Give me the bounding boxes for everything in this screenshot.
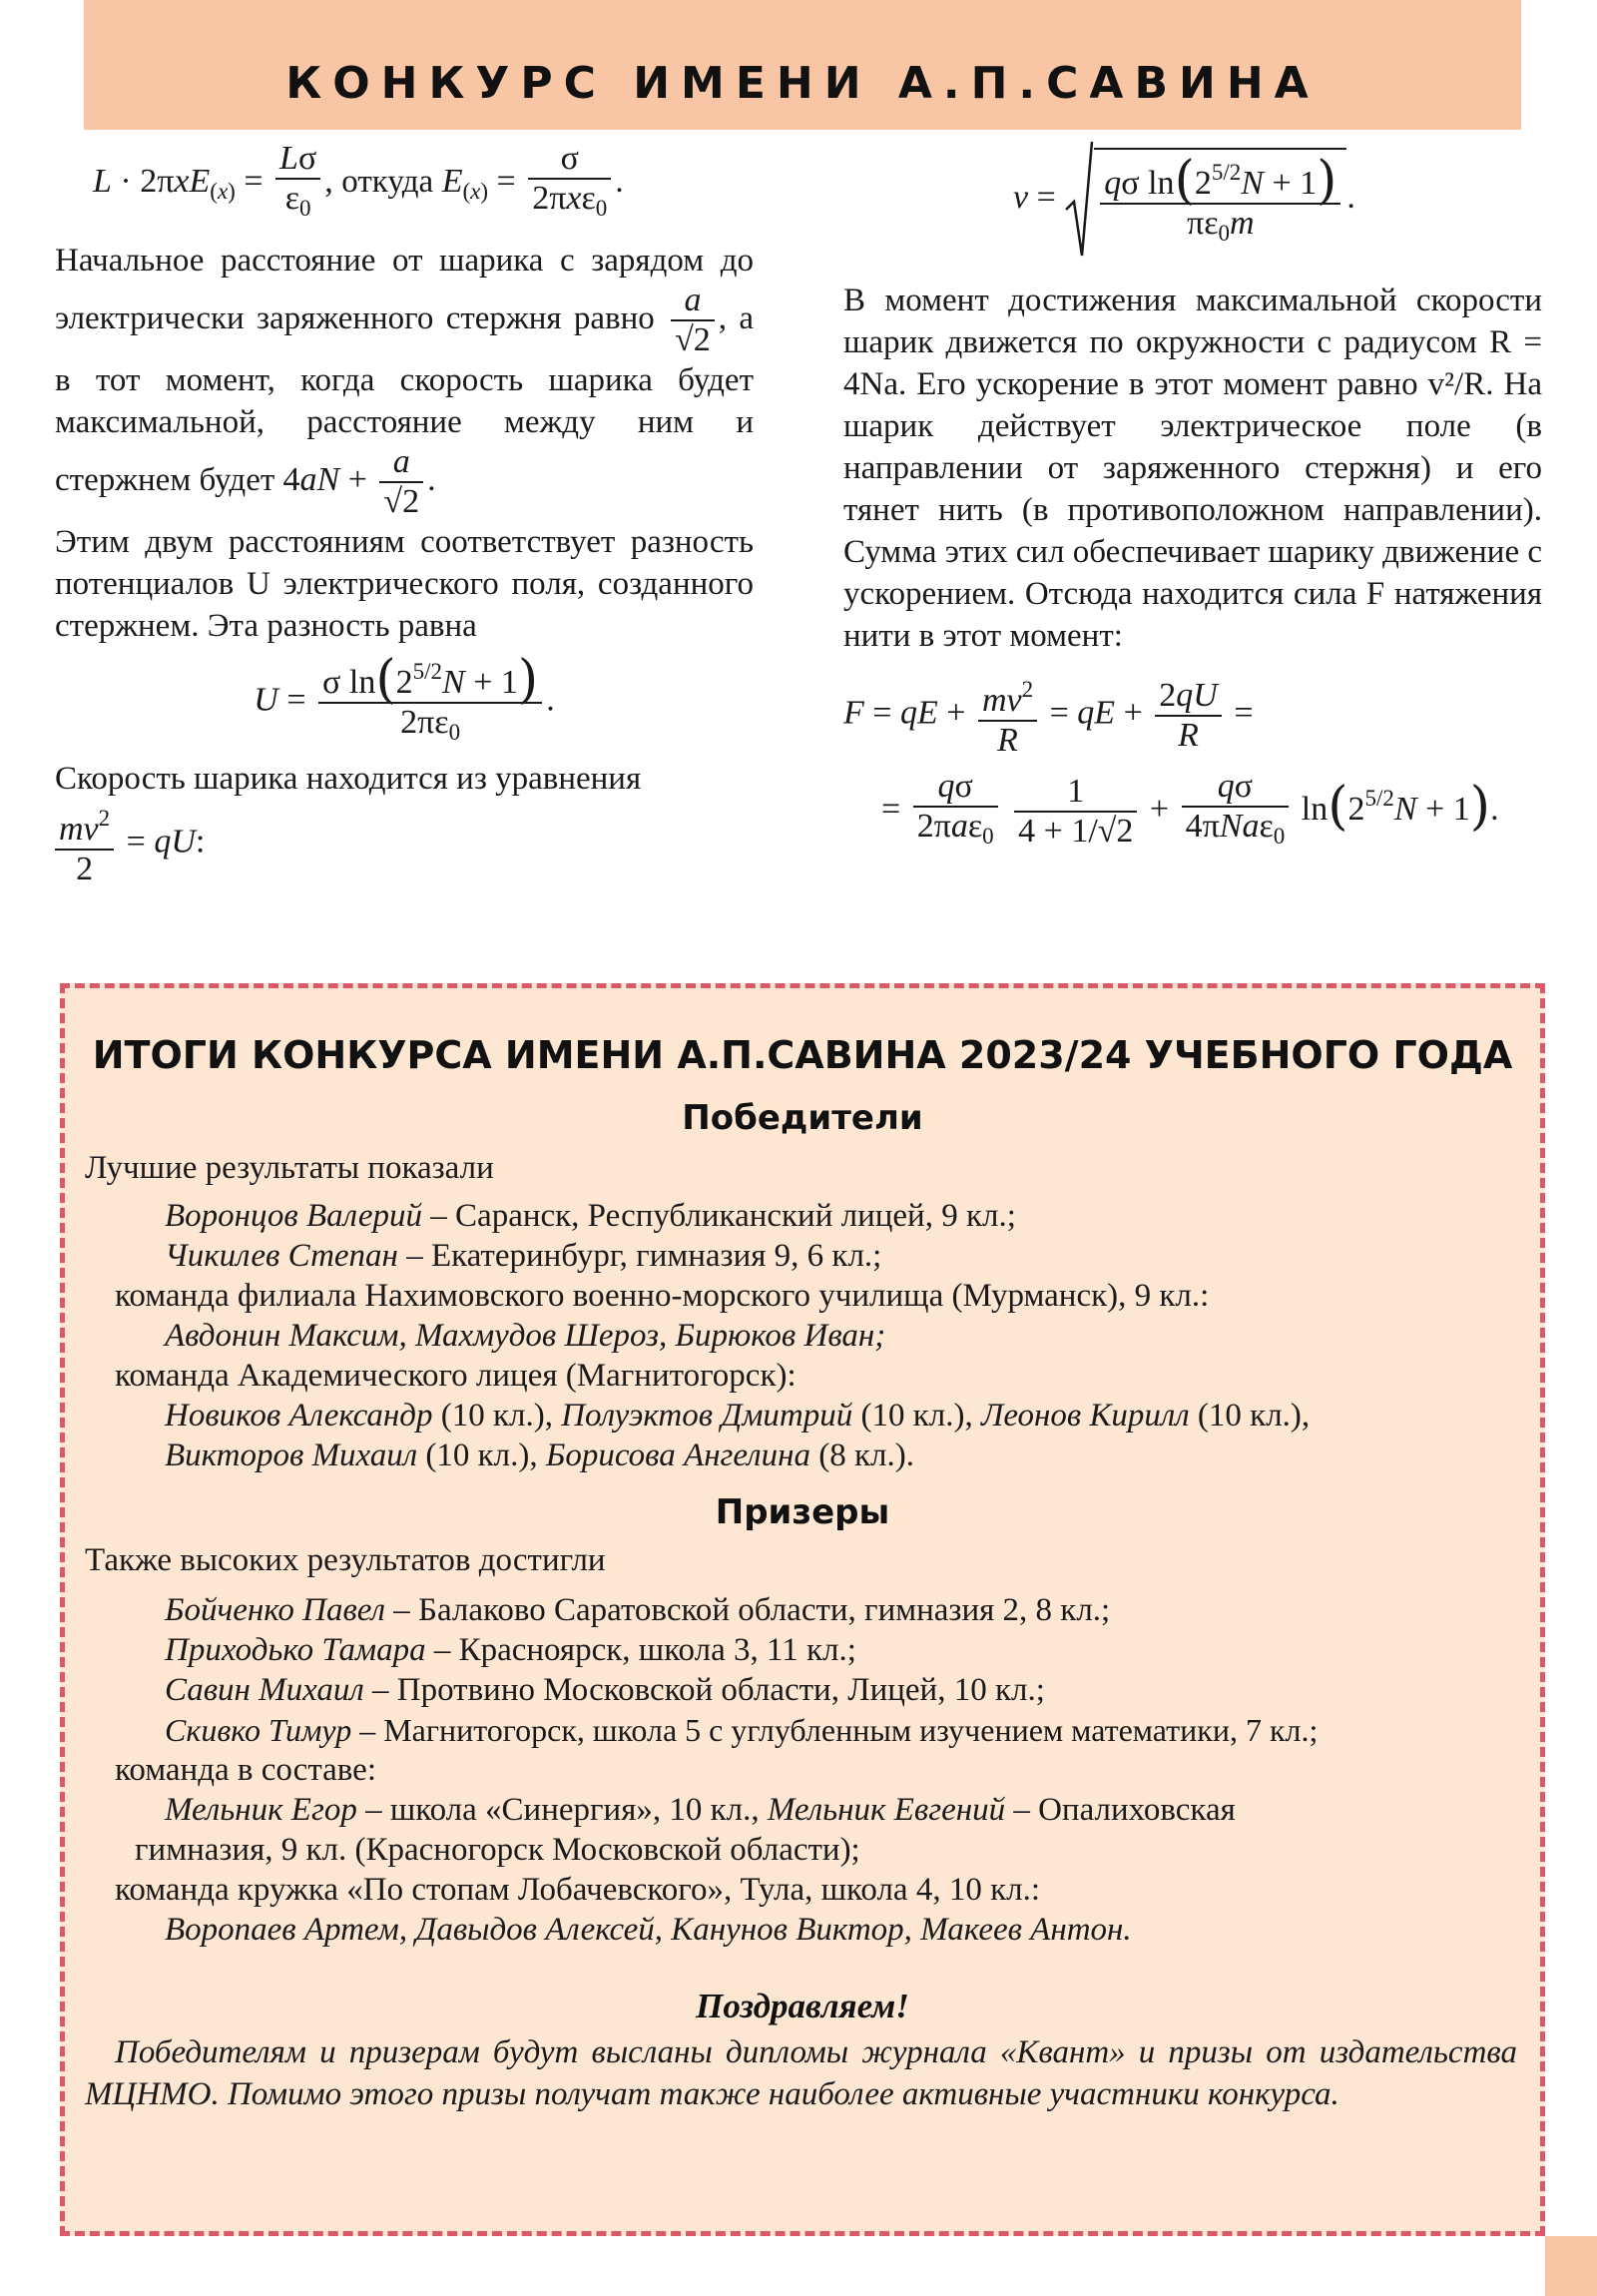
text-otkuda: откуда [341, 163, 434, 200]
paragraph-potential: Этим двум расстояниям соответствует разность потенциалов U электрического поля, созданного стержнем. Эта разность равна [55, 524, 754, 644]
team-members [165, 1910, 1132, 1950]
person-name: Мельник Егор [165, 1792, 357, 1828]
list-item [165, 1196, 1016, 1236]
person-name: Савин Михаил [165, 1672, 364, 1708]
formula-energy: $\frac{mv^2}{2}$ = qU: [55, 800, 754, 888]
list-item [165, 1670, 1045, 1710]
person-name: Скивко Тимур [165, 1712, 352, 1748]
person-name: Борисова Ангелина [545, 1437, 811, 1473]
team-line: команда в составе: [115, 1752, 377, 1788]
team-members-names: Авдонин Максим, Махмудов Шероз, Бирюков Иван; [165, 1318, 886, 1354]
closing-note: Победителям и призерам будут высланы дипломы журнала «Квант» и призы от издательства МЦНМО. Помимо этого призы получат также наиболее активные участники конкурса. [85, 2034, 1517, 2112]
person-info: – Саранск, Республиканский лицей, 9 кл.; [422, 1198, 1016, 1234]
person-name: Викторов Михаил [165, 1437, 418, 1473]
paragraph-tension: В момент достижения максимальной скорости шарик движется по окружности с радиусом R = 4Na. Его ускорение в этот момент равно v²/R. На шарик действует электрическое поле (в направлении от заряженного стержня) и его тянет нить (в противоположном направлении). Сумма этих сил обеспечивает шарику движение с ускорением. Отсюда находится сила F натяжения нити в этот момент: [843, 283, 1542, 654]
list-item [165, 1236, 881, 1276]
header-band [84, 0, 1521, 130]
formula-field: L · 2πxE$_{(x)}$ = $\frac{L\sigma}{\varepsilon_0}$ , откуда $E_{(x)}$ = $\frac{\sigma}{2\pi x\varepsilon_0}$ . [93, 140, 624, 221]
person-info: (10 кл.), [1189, 1398, 1311, 1434]
team-members-names: Воропаев Артем, Давыдов Алексей, Канунов Виктор, Макеев Антон. [165, 1912, 1132, 1948]
prizers-intro: Также высоких результатов достигли [85, 1542, 606, 1578]
person-name: Мельник Евгений [767, 1792, 1006, 1828]
person-name: Новиков Александр [165, 1398, 433, 1434]
person-info: (10 кл.), [417, 1437, 546, 1473]
formula-force-2: = $\frac{q\sigma}{2\pi a\varepsilon_0}$ $\frac{1}{4 + 1/√2}$ + $\frac{q\sigma}{4\pi Na\varepsilon_0}$ $\ln(2^{5/2}N + 1)$. [881, 768, 1499, 850]
person-info: – Протвино Московской области, Лицей, 10 кл.; [363, 1672, 1045, 1708]
formula-velocity: v = $\frac{q\sigma \ln(2^{5/2}N + 1)}{\pi\varepsilon_0m}$ . [1013, 140, 1542, 260]
person-info: (8 кл.). [810, 1437, 915, 1473]
sqrt-sign-icon [1064, 140, 1094, 260]
person-info: (10 кл.), [852, 1398, 981, 1434]
paragraph-initial-distance: Начальное расстояние от шарика с зарядом до электрически заряженного стержня равно $\frac{a}{√2}$ , а в тот момент, когда скорость шарика будет максимальной, расстояние между ним и стержнем будет 4aN + $\frac{a}{√2}$ . [55, 243, 754, 520]
formula-potential: U = $\frac{\sigma \ln(2^{5/2}N + 1)}{2\pi\varepsilon_0}$ . [254, 650, 555, 745]
team-members [165, 1316, 885, 1356]
team-members [165, 1435, 914, 1475]
person-info: – Екатеринбург, гимназия 9, 6 кл.; [397, 1238, 882, 1274]
winners-intro: Лучшие результаты показали [85, 1150, 494, 1186]
person-name: Бойченко Павел [165, 1592, 386, 1628]
team-members-cont: гимназия, 9 кл. (Красногорск Московской области); [135, 1832, 860, 1868]
para1b-text: , а в тот момент, когда скорость шарика будет максимальной, расстояние между ним и стержнем будет [55, 299, 754, 498]
formula-force-1: F = qE + $\frac{mv^2}{R}$ = qE + $\frac{2qU}{R}$ = [843, 671, 1542, 760]
team-line: команда Академического лицея (Магнитогорск): [115, 1358, 797, 1394]
list-item [165, 1630, 856, 1670]
person-info: – Опалиховская [1005, 1792, 1236, 1828]
person-name: Леонов Кирилл [980, 1398, 1190, 1434]
right-column [843, 140, 1542, 856]
person-name: Приходько Тамара [165, 1632, 426, 1668]
team-line: команда филиала Нахимовского военно-морского училища (Мурманск), 9 кл.: [115, 1278, 1210, 1314]
person-name: Воронцов Валерий [165, 1198, 423, 1234]
person-info: (10 кл.), [432, 1398, 562, 1434]
team-members [165, 1790, 1236, 1830]
team-line: команда кружка «По стопам Лобачевского», Тула, школа 4, 10 кл.: [115, 1872, 1040, 1908]
team-members [165, 1396, 1310, 1435]
page-title: КОНКУРС ИМЕНИ А.П.САВИНА [285, 58, 1320, 109]
person-info: – школа «Синергия», 10 кл., [356, 1792, 768, 1828]
paragraph-speed: Скорость шарика находится из уравнения [55, 761, 642, 797]
results-box [60, 983, 1545, 2236]
page-corner-decoration [1545, 2236, 1597, 2296]
person-info: – Красноярск, школа 3, 11 кл.; [425, 1632, 856, 1668]
prizers-heading: Призеры [715, 1492, 890, 1532]
person-info: – Балаково Саратовской области, гимназия 2, 8 кл.; [385, 1592, 1111, 1628]
list-item [165, 1590, 1110, 1630]
left-column [55, 140, 754, 888]
person-name: Чикилев Степан [165, 1238, 398, 1274]
person-info: – Магнитогорск, школа 5 с углубленным изучением математики, 7 кл.; [351, 1712, 1319, 1748]
winners-heading: Победители [682, 1098, 923, 1138]
congrats-heading: Поздравляем! [696, 1987, 909, 2025]
person-name: Полуэктов Дмитрий [561, 1398, 853, 1434]
para1-text: Начальное расстояние от шарика с зарядом до электрически заряженного стержня равно [55, 243, 754, 336]
results-title: ИТОГИ КОНКУРСА ИМЕНИ А.П.САВИНА 2023/24 УЧЕБНОГО ГОДА [92, 1033, 1513, 1077]
list-item [165, 1710, 1318, 1750]
